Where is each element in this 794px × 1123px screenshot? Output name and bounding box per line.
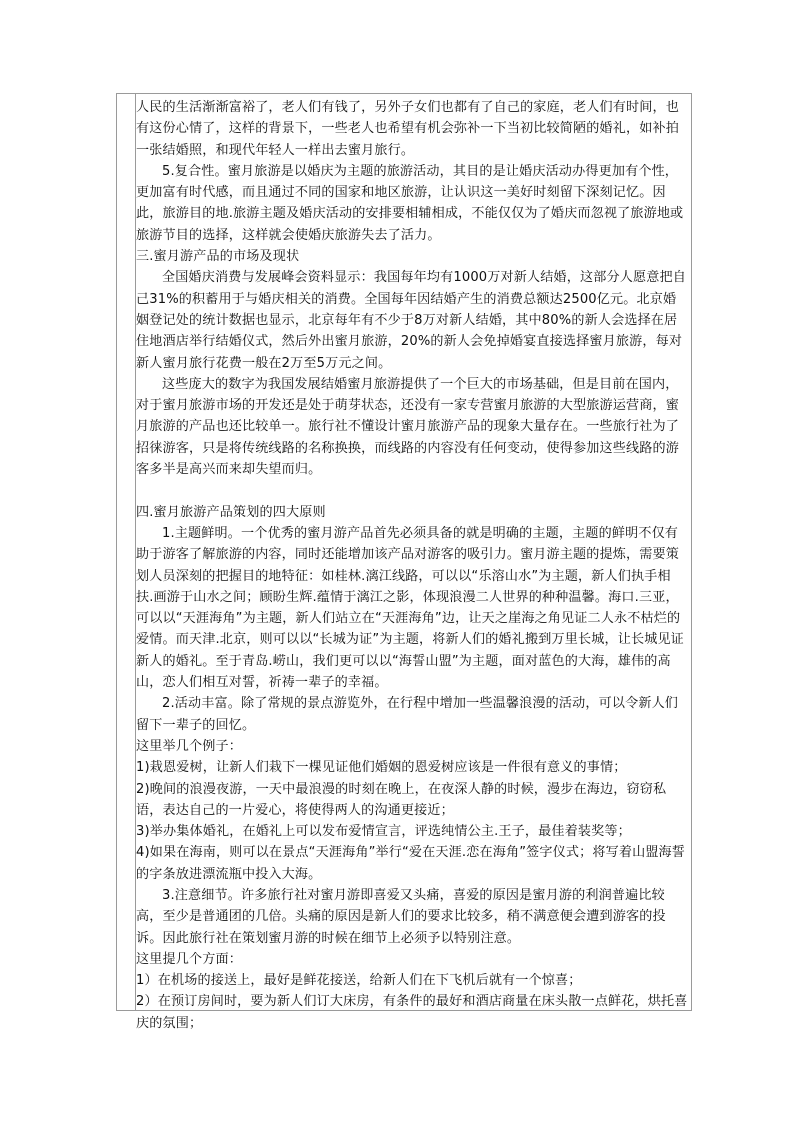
paragraph: 这里举几个例子： — [136, 738, 242, 754]
paragraph: 3.注意细节。许多旅行社对蜜月游即喜爱又头痛，喜爱的原因是蜜月游的利润普遍比较高，至少是普通团的几倍。头痛的原因是新人们的要求比较多，稍不满意便会遭到游客的投诉。因此旅行社在策划蜜月游的时候在细节上必须予以特别注意。 — [136, 887, 666, 946]
section-heading: 四.蜜月旅游产品策划的四大原则 — [136, 504, 326, 520]
list-item: 3)举办集体婚礼，在婚礼上可以发布爱情宣言，评选纯情公主.王子，最佳着装奖等； — [136, 824, 631, 840]
blank-line — [136, 480, 688, 501]
table-left-column — [116, 93, 136, 1011]
paragraph: 2.活动丰富。除了常规的景点游览外，在行程中增加一些温馨浪漫的活动，可以令新人们留下一辈子的回忆。 — [136, 696, 679, 733]
document-body — [136, 97, 688, 1034]
paragraph: 全国婚庆消费与发展峰会资料显示：我国每年均有1000万对新人结婚，这部分人愿意把自己31%的积蓄用于与婚庆相关的消费。全国每年因结婚产生的消费总额达2500亿元。北京婚姻登记处的统计数据也显示，北京每年有不少于8万对新人结婚，其中80%的新人会选择在居住地酒店举行结婚仪式，然后外出蜜月旅游，20%的新人会免掉婚宴直接选择蜜月旅游，每对新人蜜月旅行花费一般在2万至5万元之间。 — [136, 270, 686, 371]
paragraph: 这些庞大的数字为我国发展结婚蜜月旅游提供了一个巨大的市场基础，但是目前在国内，对于蜜月旅游市场的开发还是处于萌芽状态，还没有一家专营蜜月旅游的大型旅游运营商，蜜月旅游的产品也还比较单一。旅行社不懂设计蜜月旅游产品的现象大量存在。一些旅行社为了招徕游客，只是将传统线路的名称换换，而线路的内容没有任何变动，使得参加这些线路的游客多半是高兴而来却失望而归。 — [136, 376, 679, 478]
paragraph: 人民的生活渐渐富裕了，老人们有钱了，另外子女们也都有了自己的家庭，老人们有时间，也有这份心情了，这样的背景下，一些老人也希望有机会弥补一下当初比较简陋的婚礼，如补拍一张结婚照，和现代年轻人一样出去蜜月旅行。 — [136, 100, 679, 158]
list-item: 4)如果在海南，则可以在景点“天涯海角”举行“爱在天涯.恋在海角”签字仪式；将写着山盟海誓的字条放进漂流瓶中投入大海。 — [136, 845, 686, 882]
paragraph: 这里提几个方面： — [136, 951, 242, 967]
list-item: 1）在机场的接送上，最好是鲜花接送，给新人们在下飞机后就有一个惊喜； — [136, 973, 582, 989]
list-item: 1)栽恩爱树，让新人们栽下一棵见证他们婚姻的恩爱树应该是一件很有意义的事情； — [136, 760, 627, 776]
list-item: 2)晚间的浪漫夜游，一天中最浪漫的时刻在晚上，在夜深人静的时候，漫步在海边，窃窃私语，表达自己的一片爱心，将使得两人的沟通更接近； — [136, 781, 667, 818]
paragraph: 5.复合性。蜜月旅游是以婚庆为主题的旅游活动，其目的是让婚庆活动办得更加有个性，更加富有时代感，而且通过不同的国家和地区旅游，让认识这一美好时刻留下深刻记忆。因此，旅游目的地.旅游主题及婚庆活动的安排要相辅相成，不能仅仅为了婚庆而忽视了旅游地或旅游节目的选择，这样就会使婚庆旅游失去了活力。 — [136, 163, 684, 243]
section-heading: 三.蜜月游产品的市场及现状 — [136, 249, 300, 265]
list-item: 2）在预订房间时，要为新人们订大床房，有条件的最好和酒店商量在床头散一点鲜花，烘托喜庆的氛围； — [136, 994, 688, 1031]
paragraph: 1.主题鲜明。一个优秀的蜜月游产品首先必须具备的就是明确的主题，主题的鲜明不仅有助于游客了解旅游的内容，同时还能增加该产品对游客的吸引力。蜜月游主题的提炼，需要策划人员深刻的把握目的地特征：如桂林.漓江线路，可以以“乐溶山水”为主题，新人们执手相扶.画游于山水之间；顾盼生辉.蕴情于漓江之影，体现浪漫二人世界的种种温馨。海口.三亚，可以以“天涯海角”为主题，新人们站立在“天涯海角”边，让天之崖海之角见证二人永不枯烂的爱情。而天津.北京，则可以以“长城为证”为主题，将新人们的婚礼搬到万里长城，让长城见证新人的婚礼。至于青岛.崂山，我们更可以以“海誓山盟”为主题，面对蓝色的大海，雄伟的高山，恋人们相互对誓，祈祷一辈子的幸福。 — [136, 525, 684, 691]
